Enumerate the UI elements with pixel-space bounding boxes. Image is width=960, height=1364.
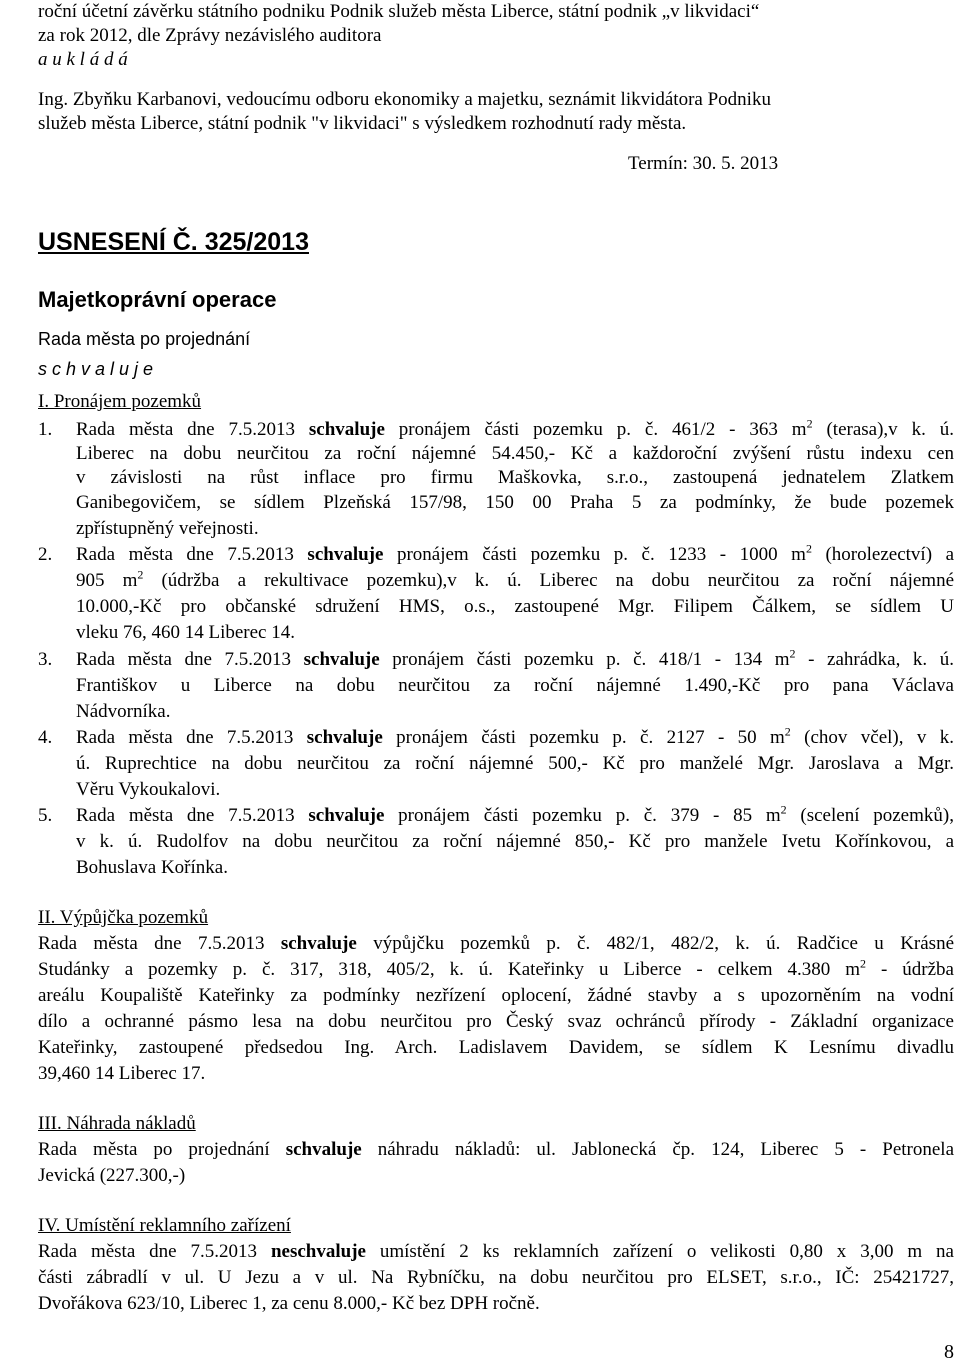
item-5-line-1 bbox=[76, 804, 954, 828]
item-3-line-3: Nádvorníka. bbox=[76, 701, 171, 722]
item-5-line-2: v k. ú. Rudolfov na dobu neurčitou za roční nájemné 850,- Kč pro manžele Ivetu Kořínkovou, a bbox=[76, 831, 954, 852]
section-4-line-1 bbox=[38, 1240, 954, 1264]
item-2-area: 905 m bbox=[76, 570, 138, 591]
item-4-text: Rada města dne 7.5.2013 bbox=[76, 727, 307, 748]
section-2-text-d: - údržba bbox=[866, 959, 954, 980]
item-1-verb: schvaluje bbox=[308, 419, 385, 440]
item-4-line-3: Věru Vykoukalovi. bbox=[76, 779, 221, 800]
item-1-line-3: v závislosti na růst inflace pro firmu Maškovka, s.r.o., zastoupená jednatelem Zlatkem bbox=[76, 467, 954, 488]
item-3-text-c: - zahrádka, k. ú. bbox=[795, 649, 954, 670]
section-2-line-6: 39,460 14 Liberec 17. bbox=[38, 1063, 206, 1084]
item-5-text-c: (scelení pozemků), bbox=[786, 805, 954, 826]
item-5-line-3: Bohuslava Kořínka. bbox=[76, 857, 228, 878]
item-2-text-d: (údržba a rekultivace pozemku),v k. ú. Liberec na dobu neurčitou za roční nájemné bbox=[143, 570, 955, 591]
item-4-text-b: pronájem části pozemku p. č. 2127 - 50 m bbox=[382, 727, 785, 748]
item-1-text-c: (terasa),v k. ú. bbox=[812, 419, 954, 440]
item-2-line-1 bbox=[76, 543, 954, 567]
intro-uklada: a u k l á d á bbox=[38, 49, 128, 70]
section-3-heading: III. Náhrada nákladů bbox=[38, 1113, 196, 1134]
intro-line-2: za rok 2012, dle Zprávy nezávislého auditora bbox=[38, 25, 382, 46]
section-3-text: Rada města po projednání bbox=[38, 1139, 286, 1160]
section-2-line-3: areálu Koupaliště Kateřinky za podmínky nezřízení oplocení, žádné stavby a s upozorněním na vodní bbox=[38, 985, 954, 1006]
section-2-line-5: Kateřinky, zastoupené předsedou Ing. Arch. Ladislavem Davidem, se sídlem K Lesnímu divadlu bbox=[38, 1037, 954, 1058]
section-2-verb: schvaluje bbox=[280, 933, 357, 954]
item-2-line-3: 10.000,-Kč pro občanské sdružení HMS, o.s., zastoupené Mgr. Filipem Čálkem, se sídlem U bbox=[76, 596, 954, 617]
item-1-line-2: Liberec na dobu neurčitou za roční nájemné 54.450,- Kč a každoroční zvýšení růstu indexu cen bbox=[76, 443, 954, 464]
section-4-text-b: umístění 2 ks reklamních zařízení o velikosti 0,80 x 3,00 m na bbox=[365, 1241, 954, 1262]
section-2-line-1 bbox=[38, 932, 954, 956]
item-4-line-1 bbox=[76, 726, 954, 750]
section-4-line-2: části zábradlí v ul. U Jezu a v ul. Na Rybníčku, na dobu neurčitou pro ELSET, s.r.o., IČ: 25421727, bbox=[38, 1267, 954, 1288]
resolution-verb: s c h v a l u j e bbox=[38, 359, 154, 379]
item-1-number: 1. bbox=[38, 419, 53, 440]
item-1-line-4: Ganibegovičem, se sídlem Plzeňská 157/98, 150 00 Praha 5 za podmínky, že bude pozemek bbox=[76, 492, 954, 513]
resolution-title: USNESENÍ Č. 325/2013 bbox=[38, 228, 309, 256]
item-2-number: 2. bbox=[38, 544, 53, 565]
item-4-verb: schvaluje bbox=[306, 727, 383, 748]
item-3-number: 3. bbox=[38, 649, 53, 670]
section-2-text-c: Studánky a pozemky p. č. 317, 318, 405/2, k. ú. Kateřinky u Liberce - celkem 4.380 m bbox=[38, 959, 861, 980]
section-3-verb: schvaluje bbox=[285, 1139, 362, 1160]
intro-line-5: služeb města Liberce, státní podnik "v likvidaci" s výsledkem rozhodnutí rady města. bbox=[38, 113, 687, 134]
item-3-line-2: Františkov u Liberce na dobu neurčitou za roční nájemné 1.490,-Kč pro pana Václava bbox=[76, 675, 954, 696]
section-4-line-3: Dvořákova 623/10, Liberec 1, za cenu 8.000,- Kč bez DPH ročně. bbox=[38, 1293, 540, 1314]
item-2-text: Rada města dne 7.5.2013 bbox=[76, 544, 308, 565]
item-2-text-b: pronájem části pozemku p. č. 1233 - 1000 m bbox=[383, 544, 806, 565]
item-5-text-b: pronájem části pozemku p. č. 379 - 85 m bbox=[384, 805, 781, 826]
item-3-line-1 bbox=[76, 648, 954, 672]
intro-line-1: roční účetní závěrku státního podniku Podnik služeb města Liberce, státní podnik „v likvidaci“ bbox=[38, 1, 760, 22]
item-2-line-2 bbox=[76, 569, 954, 593]
item-5-text: Rada města dne 7.5.2013 bbox=[76, 805, 309, 826]
item-5-number: 5. bbox=[38, 805, 53, 826]
section-4-verb: neschvaluje bbox=[270, 1241, 366, 1262]
item-1-line-5: zpřístupněný veřejnosti. bbox=[76, 518, 259, 539]
item-1-text-b: pronájem části pozemku p. č. 461/2 - 363 m bbox=[384, 419, 807, 440]
section-2-sup: 2 bbox=[860, 956, 867, 971]
intro-termin: Termín: 30. 5. 2013 bbox=[628, 153, 779, 174]
section-4-text: Rada města dne 7.5.2013 bbox=[38, 1241, 271, 1262]
page-number: 8 bbox=[944, 1341, 954, 1363]
section-2-line-4: dílo a ochranné pásmo lesa na dobu neurčitou pro Český svaz ochránců přírody - Základní organizace bbox=[38, 1011, 954, 1032]
item-1-sup: 2 bbox=[806, 416, 813, 431]
section-3-line-1 bbox=[38, 1138, 954, 1162]
item-4-text-c: (chov včel), v k. bbox=[790, 727, 954, 748]
item-3-sup: 2 bbox=[789, 646, 796, 661]
section-2-line-2 bbox=[38, 958, 954, 982]
resolution-preamble: Rada města po projednání bbox=[38, 329, 251, 349]
item-5-sup: 2 bbox=[780, 802, 787, 817]
resolution-subject: Majetkoprávní operace bbox=[38, 287, 277, 312]
item-1-text: Rada města dne 7.5.2013 bbox=[76, 419, 309, 440]
item-3-verb: schvaluje bbox=[303, 649, 380, 670]
item-4-line-2: ú. Ruprechtice na dobu neurčitou za roční nájemné 500,- Kč pro manželé Mgr. Jaroslava a Mgr. bbox=[76, 753, 954, 774]
section-2-heading: II. Výpůjčka pozemků bbox=[38, 907, 209, 928]
item-2-sup-2: 2 bbox=[137, 567, 144, 582]
section-2-text-b: výpůjčku pozemků p. č. 482/1, 482/2, k. ú. Radčice u Krásné bbox=[356, 933, 954, 954]
item-3-text-b: pronájem části pozemku p. č. 418/1 - 134 m bbox=[379, 649, 790, 670]
item-4-sup: 2 bbox=[784, 724, 791, 739]
item-3-text: Rada města dne 7.5.2013 bbox=[76, 649, 304, 670]
item-2-sup: 2 bbox=[805, 541, 812, 556]
section-3-line-2: Jevická (227.300,-) bbox=[38, 1165, 186, 1186]
item-2-verb: schvaluje bbox=[307, 544, 384, 565]
item-2-text-c: (horolezectví) a bbox=[811, 544, 954, 565]
intro-line-4: Ing. Zbyňku Karbanovi, vedoucímu odboru ekonomiky a majetku, seznámit likvidátora Podniku bbox=[38, 89, 771, 110]
item-5-verb: schvaluje bbox=[308, 805, 385, 826]
item-4-number: 4. bbox=[38, 727, 53, 748]
item-2-line-4: vleku 76, 460 14 Liberec 14. bbox=[76, 622, 295, 643]
section-4-heading: IV. Umístění reklamního zařízení bbox=[38, 1215, 291, 1236]
section-2-text: Rada města dne 7.5.2013 bbox=[38, 933, 281, 954]
section-1-heading: I. Pronájem pozemků bbox=[38, 391, 202, 412]
item-1-line-1 bbox=[76, 418, 954, 442]
section-3-text-b: náhradu nákladů: ul. Jablonecká čp. 124, Liberec 5 - Petronela bbox=[361, 1139, 955, 1160]
